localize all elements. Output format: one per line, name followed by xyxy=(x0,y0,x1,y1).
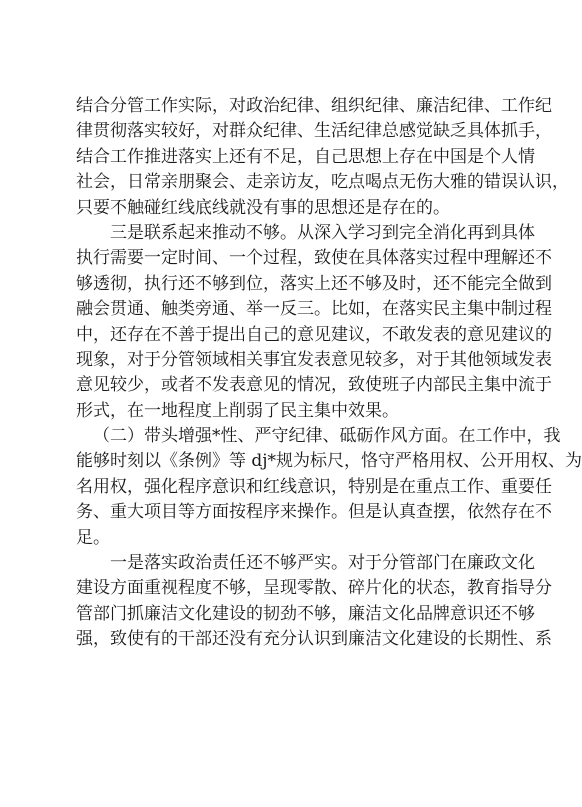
text-line: 只要不触碰红线底线就没有事的思想还是存在的。 xyxy=(76,197,450,218)
text-line: 强，致使有的干部还没有充分认识到廉洁文化建设的长期性、系 xyxy=(76,629,552,650)
text-line: 足。 xyxy=(76,527,110,548)
text-line: 一是落实政治责任还不够严实。对于分管部门在廉政文化 xyxy=(110,553,535,574)
text-line: 名用权，强化程序意识和红线意识，特别是在重点工作、重要任 xyxy=(76,476,552,497)
text-line: 执行需要一定时间、一个过程，致使在具体落实过程中理解还不 xyxy=(76,248,552,269)
text-line: 律贯彻落实较好，对群众纪律、生活纪律总感觉缺乏具体抓手， xyxy=(76,121,552,142)
text-line: 结合分管工作实际，对政治纪律、组织纪律、廉洁纪律、工作纪 xyxy=(76,96,552,116)
text-line: 中，还存在不善于提出自己的意见建议，不敢发表的意见建议的 xyxy=(76,324,552,345)
paragraph-4 xyxy=(76,551,552,653)
text-line: 形式，在一地程度上削弱了民主集中效果。 xyxy=(76,400,399,421)
text-line: （二）带头增强*性、严守纪律、砥砺作风方面。在工作中，我 xyxy=(93,426,561,447)
text-line: 建设方面重视程度不够，呈现零散、碎片化的状态，教育指导分 xyxy=(76,578,552,599)
text-line: 现象，对于分管领域相关事宜发表意见较多，对于其他领域发表 xyxy=(76,349,552,370)
text-line: 融会贯通、触类旁通、举一反三。比如，在落实民主集中制过程 xyxy=(76,299,552,320)
text-line: 结合工作推进落实上还有不足，自己思想上存在中国是个人情 xyxy=(76,146,535,167)
paragraph-1 xyxy=(76,94,569,221)
text-line: 意见较少，或者不发表意见的情况，致使班子内部民主集中流于 xyxy=(76,375,552,396)
text-line: 务、重大项目等方面按程序来操作。但是认真查摆，依然存在不 xyxy=(76,502,552,523)
text-line: 够透彻，执行还不够到位，落实上还不够及时，还不能完全做到 xyxy=(76,273,552,294)
text-line: 能够时刻以《条例》等 dj*规为标尺，恪守严格用权、公开用权、为 xyxy=(76,451,582,472)
document-page xyxy=(76,94,582,653)
text-line: 管部门抓廉洁文化建设的韧劲不够，廉洁文化品牌意识还不够 xyxy=(76,603,535,624)
paragraph-3 xyxy=(76,424,582,551)
paragraph-2 xyxy=(76,221,552,424)
text-line: 三是联系起来推动不够。从深入学习到完全消化再到具体 xyxy=(110,222,535,243)
text-line: 社会，日常亲朋聚会、走亲访友，吃点喝点无伤大雅的错误认识， xyxy=(76,172,569,193)
